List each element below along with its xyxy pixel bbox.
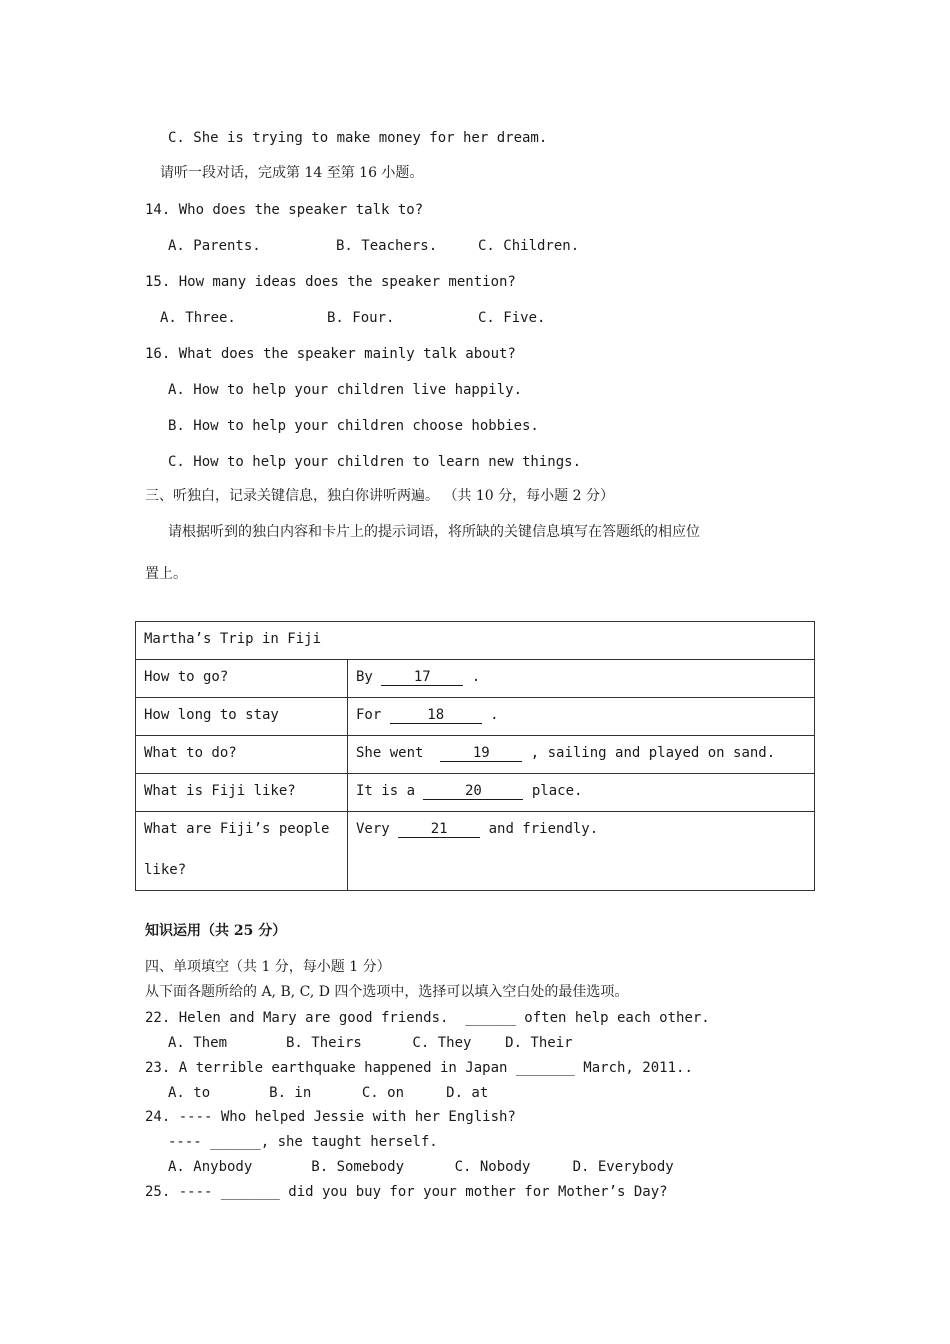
card-answer [348,698,815,736]
q16-question: 16. What does the speaker mainly talk about? [145,346,516,362]
card-title: Martha’s Trip in Fiji [136,622,815,660]
section4-heading: 四、单项填空（共 1 分，每小题 1 分） [145,959,391,975]
q14-option-c: C. Children. [478,238,580,254]
section4-instruction: 从下面各题所给的 A, B, C, D 四个选项中，选择可以填入空白处的最佳选项。 [145,984,629,1000]
listen-instruction-14-16: 请听一段对话，完成第 14 至第 16 小题。 [160,165,424,181]
q22-question: 22. Helen and Mary are good friends. ______ often help each other. [145,1010,710,1026]
q24-question: 24. ---- Who helped Jessie with her English? [145,1109,516,1125]
answer-blank: 21 [398,821,480,838]
answer-blank: 20 [423,783,523,800]
answer-prefix: Very [356,821,399,837]
q24-options: A. Anybody B. Somebody C. Nobody D. Everybody [168,1159,674,1175]
q14-option-a: A. Parents. [168,238,261,254]
q22-options: A. Them B. Theirs C. They D. Their [168,1035,573,1051]
q14-question: 14. Who does the speaker talk to? [145,202,424,218]
q15-option-c: C. Five. [478,310,546,326]
card-question: What is Fiji like? [136,774,348,812]
answer-blank: 19 [440,745,522,762]
answer-suffix: place. [523,783,583,799]
section3-instruction-line2: 置上。 [145,566,187,582]
section3-heading: 三、听独白，记录关键信息，独白你讲听两遍。 （共 10 分，每小题 2 分） [145,488,614,504]
q16-option-c: C. How to help your children to learn new things. [168,454,582,470]
answer-suffix: . [463,669,481,685]
card-question: How long to stay [136,698,348,736]
card-question: How to go? [136,660,348,698]
q25-question: 25. ---- _______ did you buy for your mother for Mother’s Day? [145,1184,668,1200]
q15-option-b: B. Four. [327,310,395,326]
q14-option-b: B. Teachers. [336,238,438,254]
answer-blank: 18 [390,707,482,724]
card-question: What to do? [136,736,348,774]
answer-suffix: and friendly. [480,821,599,837]
q15-option-a: A. Three. [160,310,236,326]
card-answer [348,660,815,698]
card-question [136,812,348,891]
answer-blank: 17 [381,669,463,686]
answer-prefix: For [356,707,390,723]
card-question-line1: What are Fiji’s people [144,821,330,837]
answer-prefix: It is a [356,783,424,799]
answer-prefix: By [356,669,382,685]
q23-question: 23. A terrible earthquake happened in Japan _______ March, 2011.. [145,1060,693,1076]
section3-instruction-line1: 请根据听到的独白内容和卡片上的提示词语，将所缺的关键信息填写在答题纸的相应位 [168,524,700,540]
q13-option-c: C. She is trying to make money for her dream. [168,130,548,146]
answer-suffix: , sailing and played on sand. [522,745,776,761]
q16-option-a: A. How to help your children live happily. [168,382,523,398]
answer-prefix: She went [356,745,441,761]
q15-question: 15. How many ideas does the speaker mention? [145,274,516,290]
q23-options: A. to B. in C. on D. at [168,1085,489,1101]
q16-option-b: B. How to help your children choose hobbies. [168,418,539,434]
trip-info-card [135,621,815,891]
card-question-line2: like? [144,862,187,878]
answer-suffix: . [481,707,499,723]
card-answer [348,774,815,812]
knowledge-heading: 知识运用（共 25 分） [145,923,287,939]
card-answer [348,812,815,891]
q24-answer-line: ---- ______, she taught herself. [168,1134,438,1150]
card-answer [348,736,815,774]
